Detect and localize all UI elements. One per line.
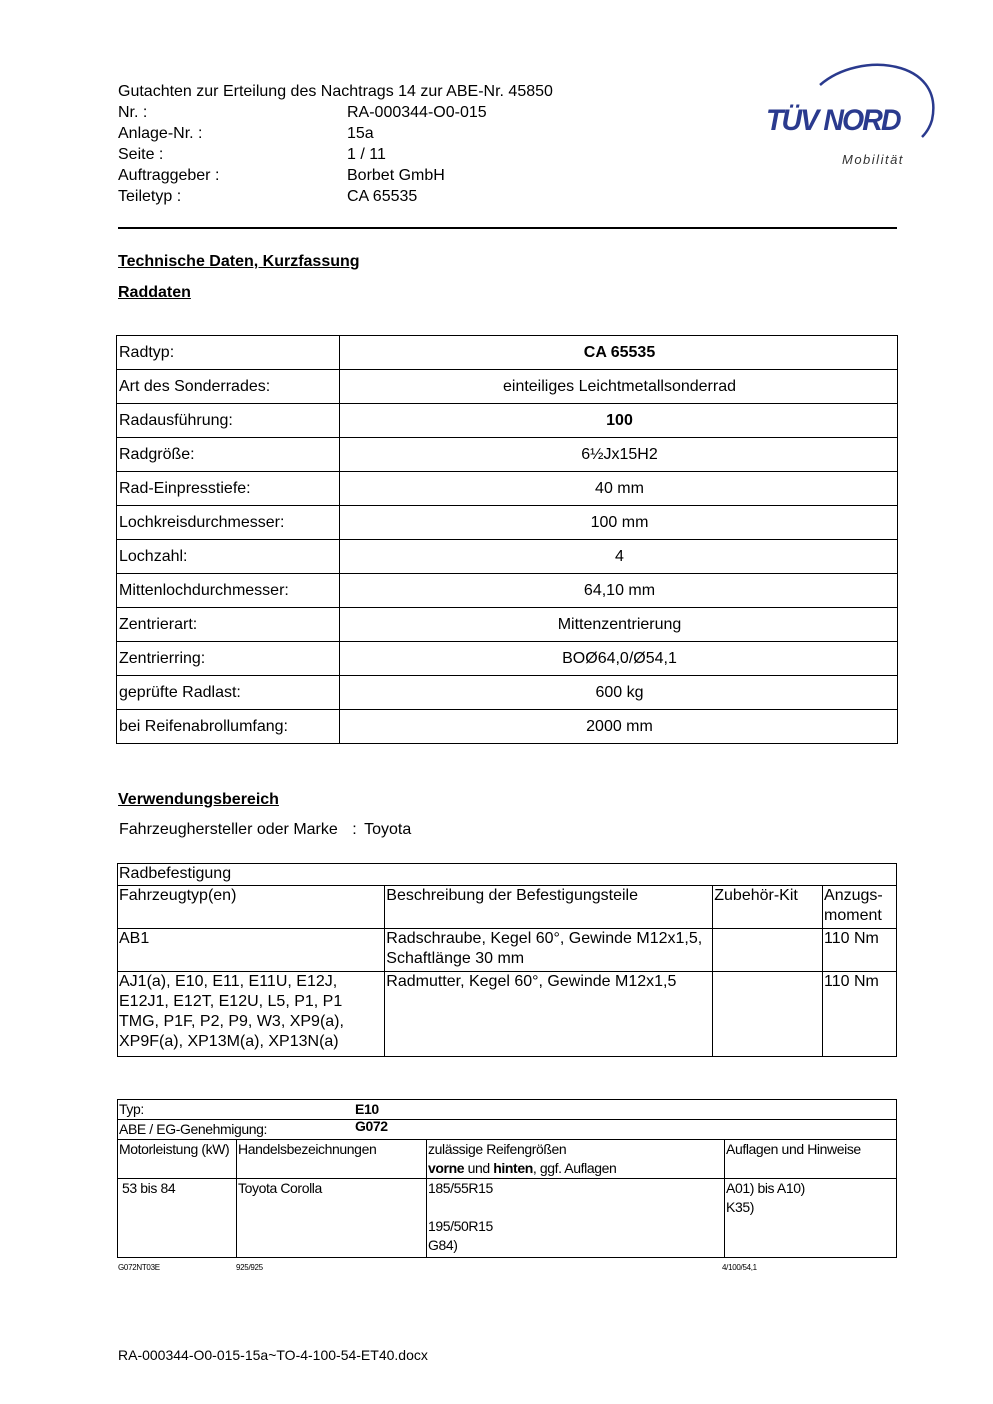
reifen-line: 185/55R15 — [428, 1180, 493, 1196]
reifen-rest: , ggf. Auflagen — [532, 1160, 617, 1176]
logo-brand: TÜV NORD — [766, 104, 900, 137]
hersteller-line — [119, 821, 411, 839]
reifen-und: und — [464, 1160, 494, 1176]
document-title: Gutachten zur Erteilung des Nachtrags 14 zur ABE-Nr. 45850 — [118, 83, 553, 100]
header-label-nr: Nr. : — [118, 104, 148, 121]
row-label: Zentrierart: — [117, 608, 340, 642]
column-header: Zubehör-Kit — [713, 886, 823, 929]
row-value: 40 mm — [340, 472, 898, 506]
cell-fahrzeugtyp: AJ1(a), E10, E11, E11U, E12J, E12J1, E12T, E12U, L5, P1, P1 TMG, P1F, P2, P9, W3, XP9(a), XP9F(a), XP13M(a), XP13N(a) — [118, 972, 385, 1057]
cell-zubehoer — [713, 929, 823, 972]
typ-row — [118, 1100, 897, 1120]
table-row — [117, 336, 898, 370]
reifen-hinten: hinten — [493, 1160, 533, 1176]
row-value: 64,10 mm — [340, 574, 898, 608]
reifen-line: 195/50R15 — [428, 1218, 493, 1234]
table-header-row — [118, 886, 897, 929]
radbefestigung-table — [117, 863, 897, 1057]
auflagen-line: K35) — [726, 1199, 754, 1215]
reifen-line: G84) — [428, 1237, 458, 1253]
abe-cell — [118, 1120, 897, 1140]
table-row — [117, 404, 898, 438]
abe-row — [118, 1120, 897, 1140]
header-value-nr: RA-000344-O0-015 — [347, 104, 487, 121]
raddaten-table — [116, 335, 898, 744]
cell-handel: Toyota Corolla — [237, 1179, 427, 1258]
header-label-anlage: Anlage-Nr. : — [118, 125, 203, 142]
typ-table — [117, 1099, 897, 1258]
cell-beschreibung: Radmutter, Kegel 60°, Gewinde M12x1,5 — [385, 972, 713, 1057]
hersteller-separator: : — [352, 821, 357, 838]
table-row — [117, 710, 898, 744]
header-value-auftraggeber: Borbet GmbH — [347, 167, 445, 184]
auflagen-line: A01) bis A10) — [726, 1180, 805, 1196]
header-value-seite: 1 / 11 — [347, 146, 386, 163]
tuv-nord-logo — [760, 55, 940, 175]
header-label-teiletyp: Teiletyp : — [118, 188, 182, 205]
reifen-header-line: zulässige Reifengrößen — [428, 1141, 567, 1157]
column-header: Auflagen und Hinweise — [725, 1140, 897, 1179]
row-value: 100 — [340, 404, 898, 438]
column-header-reifen — [427, 1140, 725, 1179]
table-row — [117, 676, 898, 710]
section-title-raddaten: Raddaten — [118, 284, 191, 301]
row-value: BOØ64,0/Ø54,1 — [340, 642, 898, 676]
table-row — [117, 472, 898, 506]
reifen-header-line2 — [428, 1159, 724, 1178]
cell-fahrzeugtyp: AB1 — [118, 929, 385, 972]
table-row — [118, 929, 897, 972]
cell-auflagen — [725, 1179, 897, 1258]
row-value: 600 kg — [340, 676, 898, 710]
abe-label: ABE / EG-Genehmigung: — [119, 1121, 268, 1137]
cell-moment: 110 Nm — [823, 972, 897, 1057]
row-label: Art des Sonderrades: — [117, 370, 340, 404]
table-row — [117, 438, 898, 472]
row-value: 100 mm — [340, 506, 898, 540]
row-label: Lochkreisdurchmesser: — [117, 506, 340, 540]
row-value: 4 — [340, 540, 898, 574]
header-value-anlage: 15a — [347, 125, 374, 142]
column-header: Fahrzeugtyp(en) — [118, 886, 385, 929]
table-footnote-mid: 925/925 — [236, 1263, 263, 1272]
row-label: Rad-Einpresstiefe: — [117, 472, 340, 506]
table-row — [117, 608, 898, 642]
table-row — [117, 642, 898, 676]
table-row — [118, 864, 897, 886]
row-value: 6½Jx15H2 — [340, 438, 898, 472]
header-label-auftraggeber: Auftraggeber : — [118, 167, 220, 184]
cell-moment: 110 Nm — [823, 929, 897, 972]
row-label: Radtyp: — [117, 336, 340, 370]
column-header: Handelsbezeichnungen — [237, 1140, 427, 1179]
row-value: Mittenzentrierung — [340, 608, 898, 642]
header-label-seite: Seite : — [118, 146, 164, 163]
row-label: geprüfte Radlast: — [117, 676, 340, 710]
logo-tagline: Mobilität — [842, 152, 904, 167]
cell-leistung: 53 bis 84 — [118, 1179, 237, 1258]
row-label: bei Reifenabrollumfang: — [117, 710, 340, 744]
table-footnote-right: 4/100/54,1 — [722, 1263, 757, 1272]
column-header: Beschreibung der Befestigungsteile — [385, 886, 713, 929]
typ-label: Typ: — [119, 1101, 144, 1117]
cell-reifen — [427, 1179, 725, 1258]
table-row — [117, 540, 898, 574]
abe-value: G072 — [355, 1118, 388, 1134]
row-label: Radgröße: — [117, 438, 340, 472]
row-value: CA 65535 — [340, 336, 898, 370]
document-filename: RA-000344-O0-015-15a~TO-4-100-54-ET40.docx — [118, 1347, 428, 1363]
hersteller-label: Fahrzeughersteller oder Marke — [119, 821, 338, 838]
row-label: Zentrierring: — [117, 642, 340, 676]
table-row — [117, 574, 898, 608]
table-footnote-left: G072NT03E — [118, 1263, 160, 1272]
reifen-vorne: vorne — [428, 1160, 465, 1176]
typ-cell — [118, 1100, 897, 1120]
table-row — [117, 506, 898, 540]
section-title-technische-daten: Technische Daten, Kurzfassung — [118, 253, 360, 270]
section-title-verwendungsbereich: Verwendungsbereich — [118, 791, 279, 808]
table-row — [118, 972, 897, 1057]
reifen-spacer — [428, 1198, 724, 1217]
table-title: Radbefestigung — [118, 864, 897, 886]
table-row — [118, 1179, 897, 1258]
row-label: Radausführung: — [117, 404, 340, 438]
header-divider — [118, 227, 897, 229]
row-value: einteiliges Leichtmetallsonderrad — [340, 370, 898, 404]
row-value: 2000 mm — [340, 710, 898, 744]
row-label: Lochzahl: — [117, 540, 340, 574]
table-header-row — [118, 1140, 897, 1179]
header-value-teiletyp: CA 65535 — [347, 188, 418, 205]
cell-beschreibung: Radschraube, Kegel 60°, Gewinde M12x1,5, Schaftlänge 30 mm — [385, 929, 713, 972]
column-header: Anzugs-moment — [823, 886, 897, 929]
typ-value: E10 — [355, 1101, 379, 1117]
table-row — [117, 370, 898, 404]
hersteller-value: Toyota — [364, 821, 412, 838]
row-label: Mittenlochdurchmesser: — [117, 574, 340, 608]
cell-zubehoer — [713, 972, 823, 1057]
column-header: Motorleistung (kW) — [118, 1140, 237, 1179]
